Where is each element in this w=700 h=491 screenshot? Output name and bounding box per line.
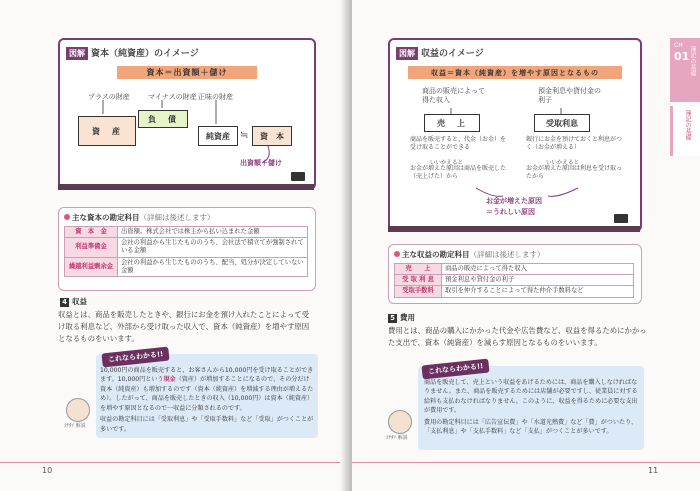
interest-rephrase: いいかえると <box>546 160 580 166</box>
net-asset-label: 正味の財産 <box>198 93 233 101</box>
mascot-avatar <box>66 398 90 422</box>
chapter-tab[interactable]: CH 01 簿記の基礎 <box>670 38 700 102</box>
expense-body-text: 費用とは、商品の購入にかかった代金や広告費など、収益を得るためにかかった支出で、資本（純資産）を減らす原因となるものをいいます。 <box>388 326 647 348</box>
sales-description: 商品を販売すると、代金（お金）を受け取ることができる <box>410 136 507 151</box>
note-text: 商品を販売して、売上という収益をあげるためには、商品を購入しなければなりません。また、商品を販売するためには店舗が必要ですし、従業員に対する給料も支払わなければなりません。このように、収益を得るために必要な支出が費用です。 費用の勘定科目には「広告宣伝費」や「水道光熱費」など「費」がついたり、「支払利息」や「支払手数料」など「支払」がつくことが多いです。 <box>424 379 638 436</box>
footer-line <box>0 462 348 463</box>
approx-symbol: ≒ <box>240 130 249 141</box>
sales-box: 売 上 <box>424 114 480 132</box>
note-ribbon: これならわかる!! <box>101 347 169 368</box>
interest-top-label: 預金利息や貸付金の利子 <box>538 87 601 105</box>
capital-note: 出資額＋儲け <box>240 159 282 167</box>
revenue-diagram-arrows <box>388 38 640 230</box>
revenue-accounts-table <box>394 263 634 298</box>
capital-formula: 資本＝出資額＋儲け <box>117 66 257 79</box>
plus-asset-label: プラスの財産 <box>88 93 130 101</box>
mascot-label: ｺﾔﾀﾏ 解説 <box>386 435 408 441</box>
minus-asset-label: マイナスの財産 <box>148 93 197 101</box>
bullet-dot-icon <box>64 214 70 220</box>
capital-accounts-table <box>64 226 308 277</box>
left-page <box>0 0 348 491</box>
sales-top-label: 商品の販売によって得た収入 <box>422 87 485 105</box>
liabilities-box: 負 債 <box>138 110 188 128</box>
page-number: 11 <box>648 466 659 475</box>
sales-conclusion: お金が増えた原因は商品を販売した（売上げた）から <box>410 165 507 180</box>
mascot-avatar <box>388 410 412 434</box>
revenue-body-text: 収益とは、商品を販売したときや、銀行にお金を預け入れたことによって受け取る利息など、外部から受け取った収入で、資本（純資産）を増やす原因となるものをいいます。 <box>58 310 310 344</box>
diagram-tag: 図解 <box>396 47 418 60</box>
revenue-accounts-heading: 主な収益の勘定科目（詳細は後述します） <box>394 249 545 260</box>
section-heading-expense: 5 費用 <box>388 312 415 323</box>
note-ribbon: これならわかる!! <box>421 359 489 380</box>
capital-diagram-title: 図解 資本（純資産）のイメージ <box>66 46 199 60</box>
capital-box: 資 本 <box>252 126 292 146</box>
section-tab[interactable]: 簿記の基礎 <box>670 106 700 156</box>
right-page <box>352 0 700 491</box>
bullet-dot-icon <box>394 251 400 257</box>
capital-accounts-heading: 主な資本の勘定科目（詳細は後述します） <box>64 212 215 223</box>
interest-box: 受取利息 <box>534 114 590 132</box>
section-heading-revenue: 4 収益 <box>60 296 87 307</box>
reason-label-1: お金が増えた原因 <box>486 197 542 205</box>
table-row: 受取手数料 取引を仲介することによって得た仲介手数料など <box>395 286 634 297</box>
assets-box: 資 産 <box>78 116 136 146</box>
table-row: 繰越利益剰余金 会社の利益から生じたもののうち、配当、処分が決定していない金額 <box>65 257 308 276</box>
board-ledge <box>388 226 640 232</box>
note-text: 10,000円の商品を販売すると、お客さんから10,000円を受け取ることができます。10,000円という現金（資産）が増加することになるので、その分だけ資本（純資産）も増加するのです（資本（純資産）を増減する理由が増えるため）。したがって、商品を販売したときの収入（10,000円）は資本（純資産）を増やす原因となるので一収益に分類されるのです。 収益の勘定科目には「受取利息」や「受取手数料」など「受取」がつくことが多いです。 <box>100 367 314 433</box>
table-row: 売 上 商品の販売によって得た収入 <box>395 264 634 275</box>
eraser-icon <box>614 214 628 223</box>
table-row: 資 本 金 出資額。株式会社では株主から払い込まれた金額 <box>65 227 308 238</box>
revenue-diagram-title: 図解 収益のイメージ <box>396 46 484 60</box>
table-row: 利益準備金 会社の利益から生じたもののうち、会社法で積立てが強制されている金額 <box>65 238 308 257</box>
revenue-formula: 収益＝資本（純資産）を増やす原因となるもの <box>408 66 622 79</box>
eraser-icon <box>291 172 305 181</box>
diagram-tag: 図解 <box>66 47 88 60</box>
table-row: 受 取 利 息 預金利息や貸付金の利子 <box>395 275 634 286</box>
net-assets-box: 純資産 <box>198 126 238 146</box>
board-ledge <box>58 184 314 190</box>
sales-rephrase: いいかえると <box>430 160 464 166</box>
footer-line <box>352 462 700 463</box>
page-number: 10 <box>42 466 53 475</box>
reason-label-2: ＝うれしい原因 <box>486 208 535 216</box>
mascot-label: ｺﾔﾀﾏ 解説 <box>64 423 86 429</box>
interest-description: 銀行にお金を預けておくと利息がつく（お金が増える） <box>526 136 623 151</box>
capital-diagram-arrows <box>58 38 314 188</box>
interest-conclusion: お金が増えた原因は利息を受け取ったから <box>526 165 623 180</box>
